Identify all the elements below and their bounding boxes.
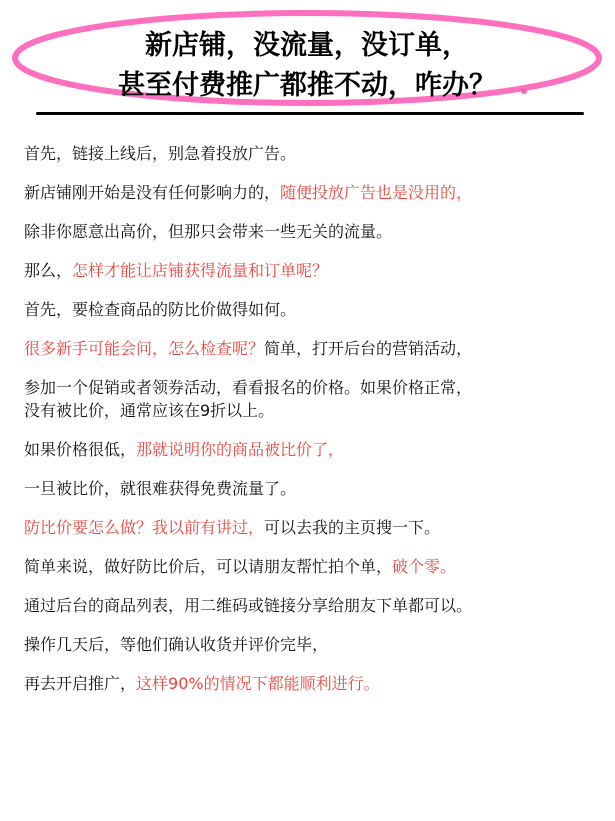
page-title bbox=[8, 26, 606, 106]
paragraph bbox=[24, 259, 599, 282]
paragraph bbox=[24, 142, 599, 165]
title-line-1: 新店铺，没流量，没订单， bbox=[145, 30, 469, 61]
paragraph bbox=[24, 181, 599, 204]
paragraph bbox=[24, 672, 599, 695]
body-text: 如果价格很低， bbox=[24, 440, 137, 459]
highlight-text: 怎样才能让店铺获得流量和订单呢？ bbox=[72, 261, 329, 280]
article-body bbox=[24, 142, 599, 711]
paragraph bbox=[24, 220, 599, 243]
body-text: 简单来说，做好防比价后，可以请朋友帮忙拍个单， bbox=[24, 557, 393, 576]
body-text: 参加一个促销或者领券活动，看看报名的价格。如果价格正常， bbox=[24, 378, 473, 397]
paragraph bbox=[24, 633, 599, 656]
paragraph bbox=[24, 555, 599, 578]
paragraph bbox=[24, 337, 599, 360]
paragraph bbox=[24, 477, 599, 500]
body-text: 首先，链接上线后，别急着投放广告。 bbox=[24, 144, 297, 163]
highlight-text: 随便投放广告也是没用的， bbox=[280, 183, 473, 202]
pink-dot-decoration bbox=[521, 88, 527, 94]
title-line-2: 甚至付费推广都推不动，咋办？ bbox=[118, 70, 496, 101]
paragraph bbox=[24, 298, 599, 321]
highlight-text: 那就说明你的商品被比价了， bbox=[136, 440, 345, 459]
highlight-text: 这样90%的情况下都能顺利进行。 bbox=[136, 674, 380, 693]
body-text: 可以去我的主页搜一下。 bbox=[264, 518, 441, 537]
highlight-text: 防比价要怎么做？我以前有讲过， bbox=[24, 518, 265, 537]
body-text: 一旦被比价，就很难获得免费流量了。 bbox=[24, 479, 297, 498]
body-text: 新店铺刚开始是没有任何影响力的， bbox=[24, 183, 281, 202]
body-text: 再去开启推广， bbox=[24, 674, 137, 693]
title-underline bbox=[36, 112, 584, 115]
body-text: 那么， bbox=[24, 261, 73, 280]
body-text: 通过后台的商品列表，用二维码或链接分享给朋友下单都可以。 bbox=[24, 596, 473, 615]
paragraph bbox=[24, 516, 599, 539]
paragraph bbox=[24, 376, 599, 422]
paragraph bbox=[24, 438, 599, 461]
title-banner bbox=[8, 8, 606, 106]
body-text: 操作几天后，等他们确认收货并评价完毕， bbox=[24, 635, 329, 654]
body-text: 首先，要检查商品的防比价做得如何。 bbox=[24, 300, 297, 319]
body-text: 除非你愿意出高价，但那只会带来一些无关的流量。 bbox=[24, 222, 393, 241]
body-text: 简单，打开后台的营销活动， bbox=[264, 339, 473, 358]
paragraph bbox=[24, 594, 599, 617]
highlight-text: 很多新手可能会问，怎么检查呢？ bbox=[24, 339, 265, 358]
body-text: 没有被比价，通常应该在9折以上。 bbox=[24, 401, 275, 420]
highlight-text: 破个零。 bbox=[392, 557, 457, 576]
